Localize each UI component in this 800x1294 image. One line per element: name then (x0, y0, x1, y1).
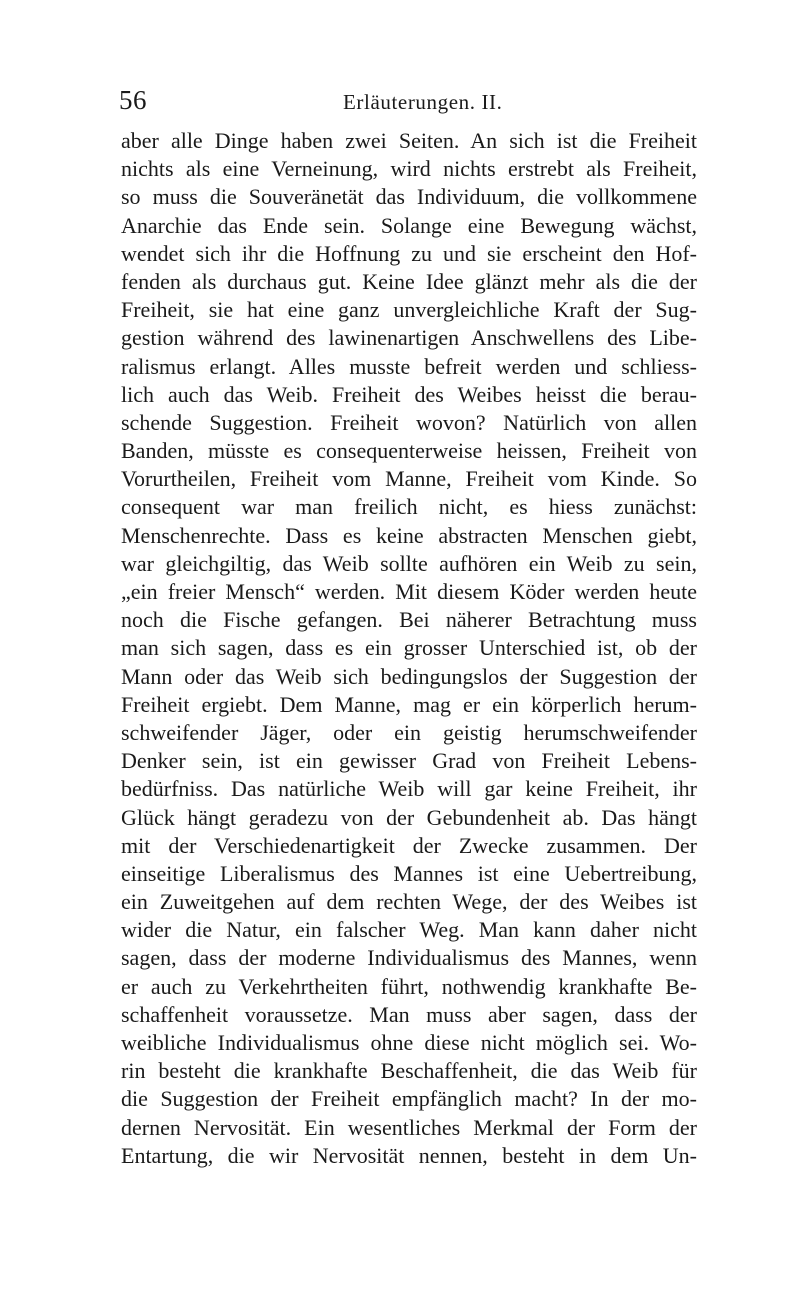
text-line: Vorurtheilen, Freiheit vom Manne, Freiheit vom Kinde. So (121, 466, 697, 492)
text-line: so muss die Souveränetät das Individuum, die vollkommene (121, 184, 697, 210)
text-line: consequent war man freilich nicht, es hiess zunächst: (121, 494, 697, 520)
text-line: mit der Verschiedenartigkeit der Zwecke zusammen. Der (121, 832, 697, 858)
text-line: Mann oder das Weib sich bedingungslos der Suggestion der (121, 663, 697, 689)
text-line: er auch zu Verkehrtheiten führt, nothwendig krankhafte Be- (121, 973, 697, 999)
text-line: ein Zuweitgehen auf dem rechten Wege, der des Weibes ist (121, 889, 697, 915)
text-line: Freiheit, sie hat eine ganz unvergleichliche Kraft der Sug- (121, 297, 697, 323)
text-line: wider die Natur, ein falscher Weg. Man kann daher nicht (121, 917, 697, 943)
text-line: war gleichgiltig, das Weib sollte aufhören ein Weib zu sein, (121, 550, 697, 576)
text-line: die Suggestion der Freiheit empfänglich macht? In der mo- (121, 1086, 697, 1112)
text-line: man sich sagen, dass es ein grosser Unterschied ist, ob der (121, 635, 697, 661)
text-line: aber alle Dinge haben zwei Seiten. An sich ist die Freiheit (121, 128, 697, 153)
text-line: sagen, dass der moderne Individualismus des Mannes, wenn (121, 945, 697, 971)
text-line: Entartung, die wir Nervosität nennen, besteht in dem Un- (121, 1142, 697, 1168)
text-line: schaffenheit voraussetze. Man muss aber sagen, dass der (121, 1001, 697, 1027)
text-line: schende Suggestion. Freiheit wovon? Natürlich von allen (121, 409, 697, 435)
page-number: 56 (119, 85, 147, 115)
text-line: rin besteht die krankhafte Beschaffenheit, die das Weib für (121, 1058, 697, 1084)
text-line: Glück hängt geradezu von der Gebundenheit ab. Das hängt (121, 804, 697, 830)
text-line: weibliche Individualismus ohne diese nicht möglich sei. Wo- (121, 1030, 697, 1055)
text-line: „ein freier Mensch“ werden. Mit diesem Köder werden heute (121, 579, 697, 604)
text-line: ralismus erlangt. Alles musste befreit werden und schliess- (121, 353, 697, 379)
text-line: dernen Nervosität. Ein wesentliches Merkmal der Form der (121, 1114, 697, 1140)
text-line: wendet sich ihr die Hoffnung zu und sie erscheint den Hof- (121, 240, 697, 266)
text-line: gestion während des lawinenartigen Anschwellens des Libe- (121, 325, 697, 351)
text-line: lich auch das Weib. Freiheit des Weibes heisst die berau- (121, 381, 697, 407)
text-line: Anarchie das Ende sein. Solange eine Bewegung wächst, (121, 212, 697, 238)
text-line: Menschenrechte. Dass es keine abstracten Menschen giebt, (121, 522, 697, 548)
text-line: nichts als eine Verneinung, wird nichts erstrebt als Freiheit, (121, 156, 697, 182)
text-line: fenden als durchaus gut. Keine Idee glänzt mehr als die der (121, 268, 697, 294)
running-head (0, 82, 800, 118)
text-line: Denker sein, ist ein gewisser Grad von Freiheit Lebens- (121, 748, 697, 774)
text-line: Banden, müsste es consequenterweise heissen, Freiheit von (121, 438, 697, 464)
text-line: schweifender Jäger, oder ein geistig herumschweifender (121, 719, 697, 745)
text-line: Freiheit ergiebt. Dem Manne, mag er ein körperlich herum- (121, 691, 697, 717)
text-line: noch die Fische gefangen. Bei näherer Betrachtung muss (121, 607, 697, 633)
text-line: bedürfniss. Das natürliche Weib will gar keine Freiheit, ihr (121, 776, 697, 802)
running-title: Erläuterungen. II. (343, 90, 503, 114)
text-line: einseitige Liberalismus des Mannes ist eine Uebertreibung, (121, 860, 697, 886)
body-text (121, 127, 697, 1170)
